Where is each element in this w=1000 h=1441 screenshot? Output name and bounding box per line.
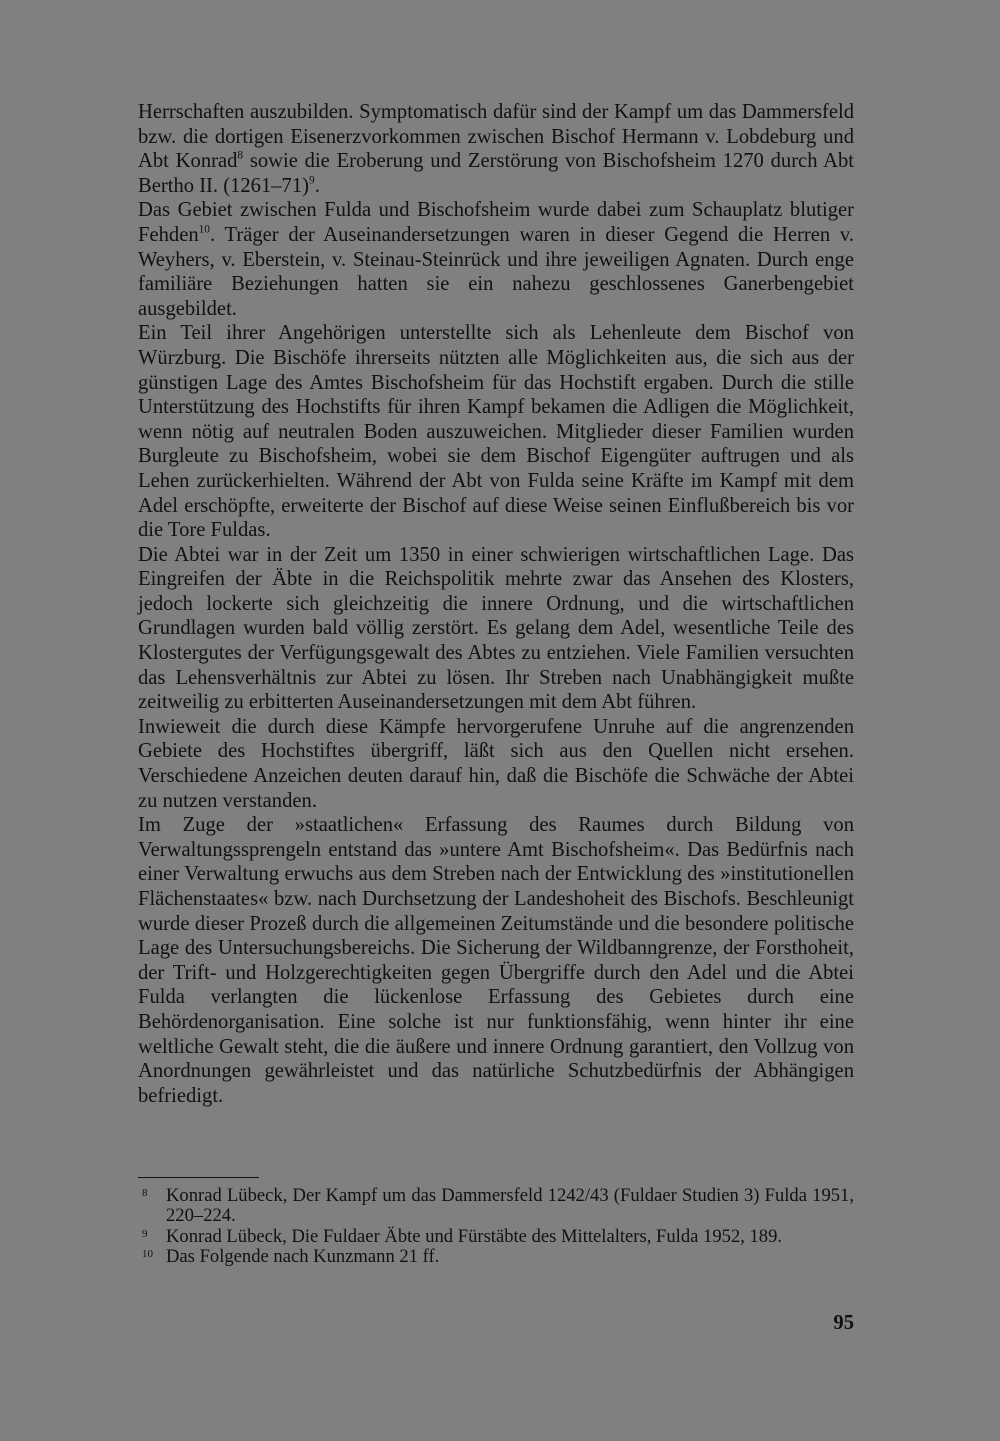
footnote-mark: 10 (142, 1248, 153, 1261)
paragraph-text: Das Gebiet zwischen Fulda und Bischofsheim wurde dabei zum Schauplatz blutiger Fehden (138, 199, 854, 246)
paragraph-2 (138, 198, 854, 321)
paragraph-text: . Träger der Auseinandersetzungen waren in dieser Gegend die Herren v. Weyhers, v. Eberstein, v. Steinau-Steinrück und ihre jeweiligen Agnaten. Durch enge familiäre Beziehungen hatten sie ein nahezu geschlossenes Ganerbengebiet ausgebildet. (138, 223, 854, 320)
footnote-ref-8: 8 (237, 149, 244, 162)
paragraph-text: . (314, 174, 320, 197)
paragraph-3 (138, 321, 854, 542)
paragraph-text: Die Abtei war in der Zeit um 1350 in einer schwierigen wirtschaftlichen Lage. Das Eingreifen der Äbte in die Reichspolitik mehrte zwar das Ansehen des Klosters, jedoch lockerte sich gleichzeitig die innere Ordnung, und die wirtschaftlichen Grundlagen wurden bald völlig zerstört. Es gelang dem Adel, wesentliche Teile des Klostergutes der Verfügungsgewalt des Abtes zu entziehen. Viele Familien versuchten das Lehensverhältnis zur Abtei zu lösen. Ihr Streben nach Unabhängigkeit mußte zeitweilig zu erbitterten Auseinandersetzungen mit dem Abt führen. (138, 543, 854, 714)
paragraph-text: Herrschaften auszubilden. Symptomatisch dafür sind der Kampf um das Dammersfeld bzw. die dortigen Eisenerzvorkommen zwischen Bischof Hermann v. Lobdeburg und Abt Konrad (138, 101, 854, 173)
footnote-8 (138, 1186, 854, 1227)
footnote-mark: 9 (142, 1227, 148, 1240)
footnotes (138, 1186, 854, 1268)
paragraph-text: sowie die Eroberung und Zerstörung von Bischofsheim 1270 durch Abt Bertho II. (1261–71) (138, 150, 854, 197)
footnote-10 (138, 1247, 854, 1267)
footnote-divider (138, 1177, 259, 1178)
page-number: 95 (833, 1312, 854, 1334)
paragraph-text: Inwieweit die durch diese Kämpfe hervorgerufene Unruhe auf die angrenzenden Gebiete des Hochstiftes übergriff, läßt sich aus den Quellen nicht ersehen. Verschiedene Anzeichen deuten darauf hin, daß die Bischöfe die Schwäche der Abtei zu nutzen verstanden. (138, 715, 854, 812)
footnote-text: Das Folgende nach Kunzmann 21 ff. (166, 1246, 440, 1268)
footnote-ref-9: 9 (309, 174, 315, 187)
paragraph-1 (138, 100, 854, 198)
footnote-mark: 8 (142, 1187, 148, 1199)
footnote-text: Konrad Lübeck, Der Kampf um das Dammersfeld 1242/43 (Fuldaer Studien 3) Fulda 1951, 220–224. (166, 1185, 854, 1227)
footnote-ref-10: 10 (198, 223, 210, 236)
paragraph-4 (138, 543, 854, 715)
paragraph-6 (138, 813, 854, 1108)
footnote-text: Konrad Lübeck, Die Fuldaer Äbte und Fürstäbte des Mittelalters, Fulda 1952, 189. (166, 1225, 783, 1247)
paragraph-5 (138, 715, 854, 813)
footnote-9 (138, 1227, 854, 1247)
paragraph-text: Im Zuge der »staatlichen« Erfassung des Raumes durch Bildung von Verwaltungssprengeln entstand das »untere Amt Bischofsheim«. Das Bedürfnis nach einer Verwaltung erwuchs aus dem Streben nach der Entwicklung des »institutionellen Flächenstaates« bzw. nach Durchsetzung der Landeshoheit des Bischofs. Beschleunigt wurde dieser Prozeß durch die allgemeinen Zeitumstände und die besondere politische Lage des Untersuchungsbereichs. Die Sicherung der Wildbanngrenze, der Forsthoheit, der Trift- und Holzgerechtigkeiten gegen Übergriffe durch den Adel und die Abtei Fulda verlangten die lückenlose Erfassung des Gebietes durch eine Behördenorganisation. Eine solche ist nur funktionsfähig, wenn hinter ihr eine weltliche Gewalt steht, die die äußere und innere Ordnung garantiert, den Vollzug von Anordnungen gewährleistet und das natürliche Schutzbedürfnis der Abhängigen befriedigt. (138, 814, 854, 1107)
body-text (138, 100, 854, 1108)
paragraph-text: Ein Teil ihrer Angehörigen unterstellte sich als Lehenleute dem Bischof von Würzburg. Die Bischöfe ihrerseits nützten alle Möglichkeiten aus, die sich aus der günstigen Lage des Amtes Bischofsheim für das Hochstift ergaben. Durch die stille Unterstützung des Hochstifts für ihren Kampf bekamen die Adligen die Möglichkeit, wenn nötig auf neutralen Boden auszuweichen. Mitglieder dieser Familien wurden Burgleute zu Bischofsheim, wobei sie dem Bischof Eigengüter auftrugen und als Lehen zurückerhielten. Während der Abt von Fulda seine Kräfte im Kampf mit dem Adel erschöpfte, erweiterte der Bischof auf diese Weise seinen Einflußbereich bis vor die Tore Fuldas. (138, 322, 854, 542)
